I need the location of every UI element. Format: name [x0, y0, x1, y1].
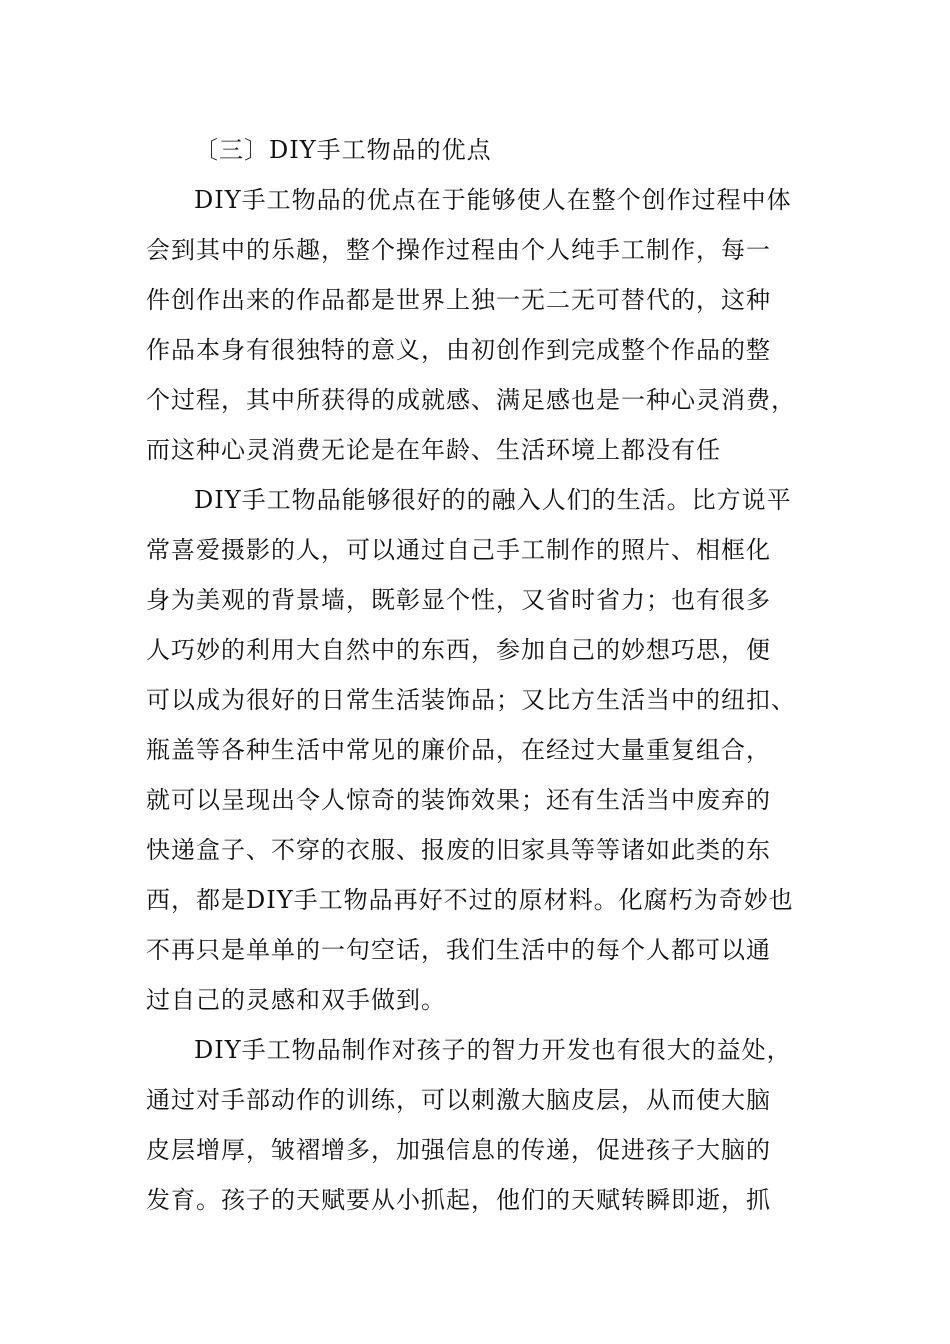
- paragraph-line: 瓶盖等各种生活中常见的廉价品，在经过大量重复组合，: [146, 736, 771, 764]
- paragraph-line: 过自己的灵感和双手做到。: [146, 986, 446, 1014]
- paragraph-line: 个过程，其中所获得的成就感、满足感也是一种心灵消费，: [146, 386, 796, 414]
- paragraph-line: 不再只是单单的一句空话，我们生活中的每个人都可以通: [146, 936, 771, 964]
- paragraph-line: 会到其中的乐趣，整个操作过程由个人纯手工制作，每一: [146, 236, 771, 264]
- paragraph-line: DIY手工物品能够很好的的融入人们的生活。比方说平: [194, 486, 792, 514]
- paragraph-line: 发育。孩子的天赋要从小抓起，他们的天赋转瞬即逝，抓: [146, 1186, 771, 1214]
- paragraph-line: 西，都是DIY手工物品再好不过的原材料。化腐朽为奇妙也: [146, 886, 794, 914]
- paragraph-line: 人巧妙的利用大自然中的东西，参加自己的妙想巧思，便: [146, 636, 771, 664]
- paragraph-line: 就可以呈现出令人惊奇的装饰效果；还有生活当中废弃的: [146, 786, 771, 814]
- paragraph-line: 身为美观的背景墙，既彰显个性，又省时省力；也有很多: [146, 586, 771, 614]
- paragraph-line: 作品本身有很独特的意义，由初创作到完成整个作品的整: [146, 336, 771, 364]
- paragraph-line: 通过对手部动作的训练，可以刺激大脑皮层，从而使大脑: [146, 1086, 771, 1114]
- paragraph-line: 件创作出来的作品都是世界上独一无二无可替代的，这种: [146, 286, 771, 314]
- paragraph-line: 快递盒子、不穿的衣服、报废的旧家具等等诸如此类的东: [146, 836, 771, 864]
- paragraph-line: DIY手工物品制作对孩子的智力开发也有很大的益处，: [194, 1036, 792, 1064]
- section-heading: 〔三〕DIY手工物品的优点: [194, 136, 492, 164]
- paragraph-line: 常喜爱摄影的人，可以通过自己手工制作的照片、相框化: [146, 536, 771, 564]
- paragraph-line: 而这种心灵消费无论是在年龄、生活环境上都没有任: [146, 436, 721, 464]
- paragraph-line: DIY手工物品的优点在于能够使人在整个创作过程中体: [194, 186, 792, 214]
- paragraph-line: 皮层增厚，皱褶增多，加强信息的传递，促进孩子大脑的: [146, 1136, 771, 1164]
- paragraph-line: 可以成为很好的日常生活装饰品；又比方生活当中的纽扣、: [146, 686, 796, 714]
